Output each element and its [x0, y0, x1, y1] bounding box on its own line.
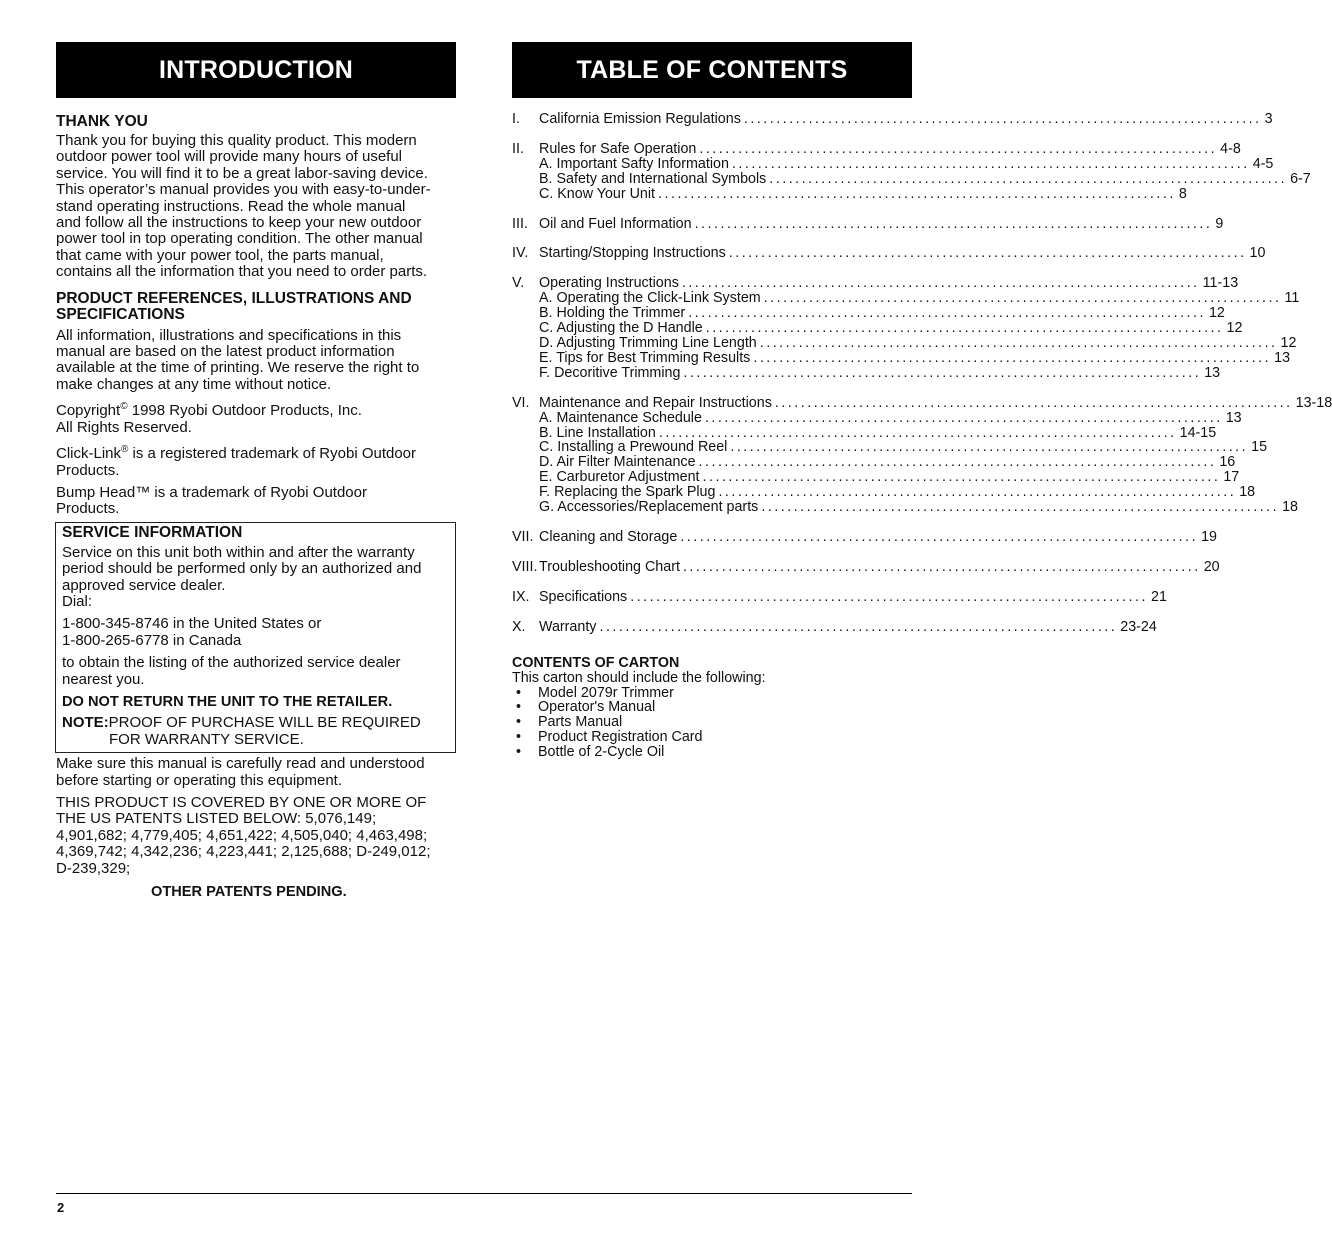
toc-subentry: [512, 155, 1274, 172]
toc-subentry: [512, 349, 1291, 366]
toc-dot-leader: ................................................................................: [699, 140, 1218, 157]
toc-entry-number: VIII.: [512, 558, 538, 575]
toc-page-number: 12: [1208, 305, 1225, 322]
toc-page-number: 9: [1215, 215, 1224, 232]
toc-entry-label: E. Tips for Best Trimming Results: [539, 349, 751, 366]
toc-dot-leader: ................................................................................: [683, 364, 1202, 381]
toc-subentry: [512, 170, 1311, 187]
carton-item: [512, 715, 912, 730]
heading-line: PRODUCT REFERENCES, ILLUSTRATIONS AND: [56, 289, 412, 307]
patents-paragraph: [56, 795, 456, 877]
toc-page-number: 13: [1225, 409, 1242, 426]
text-line: and follow all the instructions to keep your new outdoor: [56, 214, 422, 232]
service-heading: SERVICE INFORMATION: [62, 523, 243, 541]
toc-dot-leader: ................................................................................: [728, 245, 1247, 262]
carton-item: [512, 730, 912, 745]
toc-dot-leader: ................................................................................: [682, 558, 1201, 575]
note-label: NOTE:: [62, 714, 109, 732]
toc-subentry: [512, 454, 1236, 471]
footer-rule: [56, 1193, 912, 1194]
toc-dot-leader: ................................................................................: [658, 424, 1177, 441]
text-line: Make sure this manual is carefully read and understood: [56, 755, 425, 773]
page-number: 2: [57, 1200, 65, 1215]
bullet-icon: •: [516, 699, 522, 716]
toc-dot-leader: ................................................................................: [761, 499, 1280, 516]
toc-dot-leader: ................................................................................: [704, 409, 1223, 426]
toc-entry-label: G. Accessories/Replacement parts: [539, 499, 759, 516]
toc-entry: [512, 245, 1266, 262]
toc-dot-leader: ................................................................................: [688, 305, 1206, 322]
toc-subentry: [512, 424, 1217, 441]
toc-section: [512, 618, 1157, 635]
phone-canada: 1-800-265-6778 in Canada: [62, 631, 242, 649]
contents-of-carton-heading: CONTENTS OF CARTON: [512, 654, 680, 671]
toc-entry-label: Cleaning and Storage: [539, 528, 678, 545]
note-text: PROOF OF PURCHASE WILL BE REQUIRED: [108, 714, 421, 732]
toc-entry-number: IX.: [512, 588, 530, 605]
toc-page-number: 18: [1282, 499, 1298, 516]
toc-entry-label: A. Important Safty Information: [539, 155, 729, 172]
toc-entry: [512, 588, 1167, 605]
toc-dot-leader: ................................................................................: [698, 454, 1217, 471]
toc-entry-label: Warranty: [539, 618, 597, 635]
toc-page-number: 23-24: [1120, 618, 1157, 635]
toc-entry-number: I.: [512, 111, 520, 127]
text-line: All information, illustrations and specifications in this: [56, 326, 402, 344]
toc-entry-label: Starting/Stopping Instructions: [539, 245, 726, 262]
carton-item: [512, 700, 912, 715]
text-line: available at the time of printing. We reserve the right to: [56, 359, 420, 377]
toc-section: [512, 215, 1224, 232]
toc-section: [512, 528, 1217, 545]
toc-page-number: 4-5: [1252, 155, 1274, 172]
text-line: power tool in top operating condition. The other manual: [56, 230, 423, 248]
toc-entry: [512, 275, 1239, 292]
text-line: nearest you.: [62, 670, 145, 688]
toc-dot-leader: ................................................................................: [681, 275, 1200, 292]
references-paragraph: [56, 328, 456, 394]
thank-you-paragraph: [56, 133, 456, 281]
toc-page-number: 11: [1284, 290, 1300, 307]
text-line: to obtain the listing of the authorized service dealer: [62, 654, 401, 672]
patents-pending: OTHER PATENTS PENDING.: [151, 884, 347, 901]
toc-dot-leader: ................................................................................: [730, 439, 1249, 456]
toc-page-number: 4-8: [1220, 140, 1241, 157]
toc-entry-label: B. Holding the Trimmer: [539, 305, 686, 322]
toc-page-number: 20: [1203, 558, 1220, 575]
bullet-icon: •: [516, 714, 522, 731]
toc-entry-number: VI.: [512, 394, 530, 411]
toc-entry-label: B. Line Installation: [539, 424, 656, 441]
contents-intro: This carton should include the following:: [512, 669, 766, 686]
table-of-contents-banner: TABLE OF CONTENTS: [512, 42, 912, 98]
carton-item: [512, 745, 912, 760]
toc-subentry: [512, 290, 1300, 307]
toc-dot-leader: ................................................................................: [599, 618, 1118, 635]
carton-item-text: Parts Manual: [538, 714, 623, 731]
toc-entry-label: Troubleshooting Chart: [539, 558, 680, 575]
toc-page-number: 13: [1204, 364, 1221, 381]
toc-entry-label: F. Replacing the Spark Plug: [539, 484, 716, 501]
toc-dot-leader: ................................................................................: [731, 155, 1250, 172]
carton-items-list: [512, 686, 912, 760]
toc-entry-label: Operating Instructions: [539, 275, 679, 292]
text-line: service. You will find it to be a great labor-saving device.: [56, 164, 428, 182]
toc-subentry: [512, 409, 1242, 426]
toc-entry-number: V.: [512, 275, 525, 292]
trademark-text: is a registered trademark of Ryobi Outdoor: [128, 445, 417, 463]
toc-entry-label: Rules for Safe Operation: [539, 140, 697, 157]
text-line: Service on this unit both within and after the warranty: [62, 543, 415, 561]
toc-dot-leader: ................................................................................: [763, 290, 1282, 307]
service-information-box: [55, 522, 456, 753]
toc-dot-leader: ................................................................................: [769, 170, 1288, 187]
trademark-text: Click-Link: [56, 445, 122, 463]
bumphead-trademark: [56, 485, 456, 518]
toc-entry-label: Specifications: [539, 588, 628, 605]
toc-page-number: 13-18: [1295, 394, 1332, 411]
toc-dot-leader: ................................................................................: [680, 528, 1199, 545]
text-line: THE US PATENTS LISTED BELOW: 5,076,149;: [56, 810, 377, 828]
toc-subentry: [512, 439, 1268, 456]
toc-entry-number: IV.: [512, 245, 529, 262]
text-line: D-239,329;: [56, 859, 131, 877]
toc-page-number: 12: [1280, 334, 1297, 351]
toc-dot-leader: ................................................................................: [753, 349, 1272, 366]
warranty-note: [62, 715, 450, 731]
toc-dot-leader: ................................................................................: [702, 469, 1221, 486]
toc-subentry: [512, 469, 1240, 486]
toc-page-number: 17: [1223, 469, 1240, 486]
toc-subentry: [512, 334, 1297, 351]
toc-section: [512, 140, 1311, 202]
do-not-return-warning: DO NOT RETURN THE UNIT TO THE RETAILER.: [62, 693, 393, 710]
toc-subentry: [512, 185, 1187, 202]
toc-dot-leader: ................................................................................: [774, 394, 1293, 411]
toc-dot-leader: ................................................................................: [759, 334, 1278, 351]
toc-page-number: 13: [1274, 349, 1291, 366]
text-line: approved service dealer.: [62, 576, 226, 594]
copyright-text: 1998 Ryobi Outdoor Products, Inc.: [127, 402, 362, 420]
toc-entry-label: E. Carburetor Adjustment: [539, 469, 700, 486]
toc-page-number: 8: [1178, 185, 1187, 202]
carton-item-text: Bottle of 2-Cycle Oil: [538, 743, 665, 760]
toc-subentry: [512, 320, 1243, 337]
toc-entry-label: B. Safety and International Symbols: [539, 170, 767, 187]
toc-page-number: 10: [1249, 245, 1266, 262]
toc-page-number: 15: [1251, 439, 1268, 456]
bullet-icon: •: [516, 743, 522, 760]
text-line: manual are based on the latest product information: [56, 343, 395, 361]
toc-page-number: 19: [1201, 528, 1217, 545]
text-line: Dial:: [62, 592, 93, 610]
carton-item-text: Operator's Manual: [538, 699, 656, 716]
heading-line: SPECIFICATIONS: [56, 305, 185, 323]
toc-page-number: 3: [1264, 111, 1273, 127]
text-line: THIS PRODUCT IS COVERED BY ONE OR MORE OF: [56, 794, 427, 811]
toc-entry: [512, 618, 1157, 635]
toc-entry-label: D. Adjusting Trimming Line Length: [539, 334, 757, 351]
toc-dot-leader: ................................................................................: [718, 484, 1237, 501]
toc-entry-number: III.: [512, 215, 528, 232]
toc-section: [512, 394, 1332, 516]
toc-entry-label: F. Decoritive Trimming: [539, 364, 681, 381]
toc-page-number: 16: [1219, 454, 1236, 471]
copyright-notice: [56, 399, 456, 436]
toc-page-number: 12: [1226, 320, 1243, 337]
toc-entry-label: Oil and Fuel Information: [539, 215, 692, 232]
trademark-text: Products.: [56, 500, 120, 518]
toc-entry: [512, 111, 1273, 127]
carton-item-text: Product Registration Card: [538, 728, 703, 745]
toc-section: [512, 558, 1220, 575]
toc-dot-leader: ................................................................................: [694, 215, 1213, 232]
toc-page-number: 11-13: [1202, 275, 1239, 292]
copyright-text: Copyright: [56, 402, 121, 420]
rights-reserved: All Rights Reserved.: [56, 418, 192, 436]
toc-entry-label: A. Operating the Click-Link System: [539, 290, 761, 307]
toc-section: [512, 588, 1167, 605]
toc-subentry: [512, 484, 1256, 501]
toc-subentry: [512, 499, 1298, 516]
toc-entry-label: C. Adjusting the D Handle: [539, 320, 703, 337]
text-line: make changes at any time without notice.: [56, 375, 332, 393]
text-line: outdoor power tool will provide many hours of useful: [56, 148, 403, 166]
text-line: This operator’s manual provides you with easy-to-under-: [56, 181, 431, 199]
text-line: stand operating instructions. Read the whole manual: [56, 197, 406, 215]
text-line: contains all the information that you need to order parts.: [56, 263, 428, 281]
phone-us: 1-800-345-8746 in the United States or: [62, 615, 322, 633]
trademark-text: Products.: [56, 461, 120, 479]
carton-item-text: Model 2079r Trimmer: [538, 684, 674, 701]
toc-page-number: 14-15: [1179, 424, 1217, 441]
toc-section: [512, 111, 1273, 127]
toc-page-number: 6-7: [1290, 170, 1311, 187]
text-line: Thank you for buying this quality product. This modern: [56, 132, 417, 149]
registered-symbol: ®: [121, 444, 129, 456]
toc-entry: [512, 528, 1217, 545]
toc-entry-label: C. Installing a Prewound Reel: [539, 439, 728, 456]
toc-entry-label: California Emission Regulations: [539, 111, 741, 127]
toc-entry-number: X.: [512, 618, 526, 635]
note-text: FOR WARRANTY SERVICE.: [109, 730, 304, 748]
trademark-text: Bump Head™ is a trademark of Ryobi Outdoor: [56, 483, 367, 501]
toc-dot-leader: ................................................................................: [705, 320, 1224, 337]
bullet-icon: •: [516, 728, 522, 745]
text-line: 4,901,682; 4,779,405; 4,651,422; 4,505,040; 4,463,498;: [56, 826, 428, 844]
toc-page-number: 21: [1151, 588, 1167, 605]
copyright-symbol: ©: [120, 401, 128, 413]
toc-entry-number: II.: [512, 140, 524, 157]
toc-entry: [512, 140, 1241, 157]
carton-item: [512, 686, 912, 701]
toc-section: [512, 275, 1300, 381]
references-heading: [56, 291, 456, 323]
text-line: that came with your power tool, the parts manual,: [56, 246, 384, 264]
introduction-column: [56, 42, 456, 900]
toc-entry: [512, 394, 1332, 411]
text-line: period should be performed only by an authorized and: [62, 560, 422, 578]
toc-dot-leader: ................................................................................: [743, 111, 1262, 127]
toc-entry-number: VII.: [512, 528, 534, 545]
bullet-icon: •: [516, 684, 522, 701]
thank-you-heading: THANK YOU: [56, 113, 148, 130]
toc-entry: [512, 215, 1224, 232]
toc-subentry: [512, 305, 1225, 322]
toc-dot-leader: ................................................................................: [658, 185, 1176, 202]
toc-dot-leader: ................................................................................: [630, 588, 1148, 605]
text-line: 4,369,742; 4,342,236; 4,223,441; 2,125,688; D-249,012;: [56, 843, 431, 861]
table-of-contents-column: [512, 42, 1332, 760]
toc-section: [512, 245, 1266, 262]
toc-entry-label: C. Know Your Unit: [539, 185, 656, 202]
make-sure-paragraph: [56, 756, 456, 789]
text-line: before starting or operating this equipment.: [56, 771, 343, 789]
toc-page-number: 18: [1239, 484, 1256, 501]
toc-entry: [512, 558, 1220, 575]
introduction-banner: INTRODUCTION: [56, 42, 456, 98]
toc-subentry: [512, 364, 1221, 381]
toc-entry-label: Maintenance and Repair Instructions: [539, 394, 772, 411]
clicklink-trademark: [56, 442, 456, 479]
toc-entry-label: D. Air Filter Maintenance: [539, 454, 696, 471]
table-of-contents-list: [512, 111, 1332, 635]
toc-entry-label: A. Maintenance Schedule: [539, 409, 702, 426]
